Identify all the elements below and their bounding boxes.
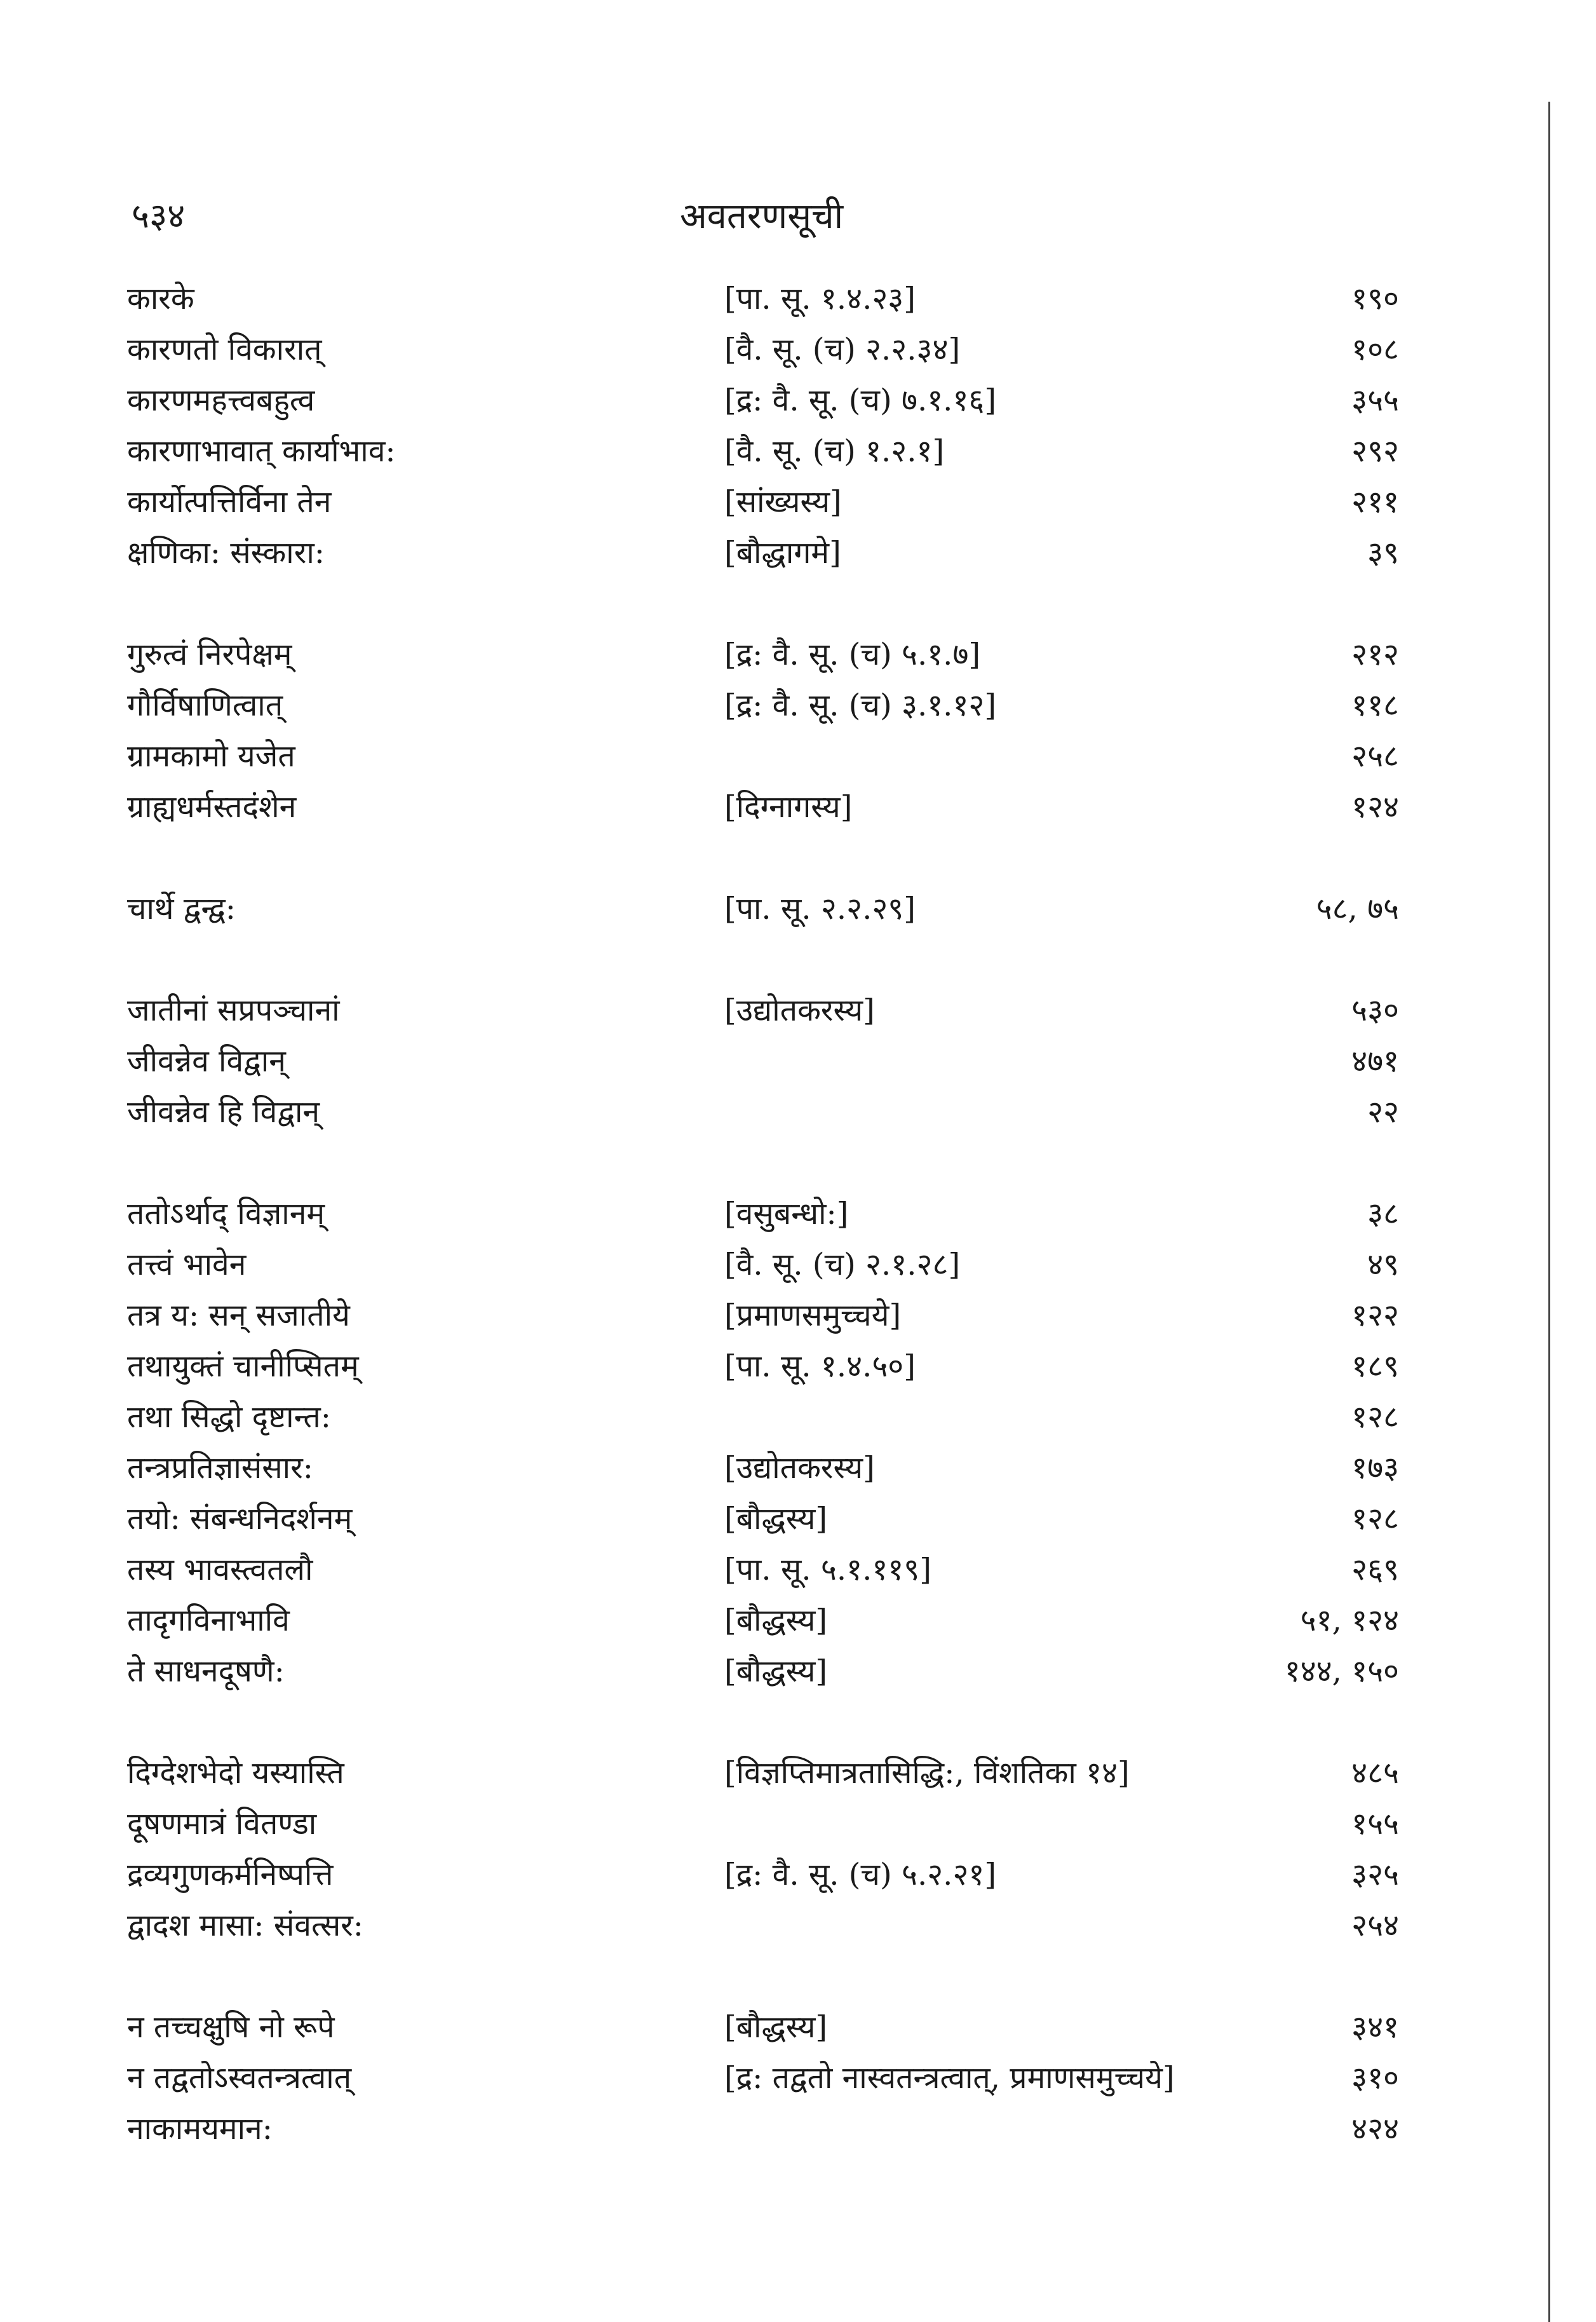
page-refs: १७३ (1351, 1450, 1399, 1486)
index-row (0, 629, 1596, 680)
index-row (0, 1341, 1596, 1392)
page-refs: ३१० (1351, 2060, 1399, 2096)
quote-text: नाकामयमान: (127, 2111, 273, 2147)
source-ref: [वसुबन्धो:] (724, 1196, 849, 1232)
group-spacer (0, 1951, 1596, 2002)
quote-text: तत्र य: सन् सजातीये (127, 1298, 350, 1333)
page-refs: ४७१ (1351, 1043, 1399, 1079)
index-row (0, 1493, 1596, 1544)
page-refs: १४४, १५० (1284, 1653, 1399, 1689)
source-ref: [बौद्धस्य] (724, 1653, 828, 1689)
index-row (0, 782, 1596, 832)
quote-text: जीवन्नेव विद्वान् (127, 1043, 286, 1079)
index-row (0, 1646, 1596, 1697)
index-row (0, 1188, 1596, 1239)
index-entries (0, 273, 1596, 2154)
source-ref: [द्र: वै. सू. (च) ३.१.१२] (724, 688, 997, 723)
index-row (0, 1290, 1596, 1341)
quote-text: ततोऽर्थाद् विज्ञानम् (127, 1196, 325, 1232)
page-refs: २५४ (1351, 1908, 1399, 1943)
quote-text: तत्त्वं भावेन (127, 1247, 247, 1282)
page-refs: ४२४ (1351, 2111, 1399, 2147)
page-refs: १५५ (1351, 1806, 1399, 1842)
page-refs: ३८ (1367, 1196, 1399, 1232)
quote-text: द्रव्यगुणकर्मनिष्पत्ति (127, 1857, 334, 1892)
source-ref: [सांख्यस्य] (724, 484, 842, 520)
index-row (0, 985, 1596, 1036)
index-row (0, 1544, 1596, 1595)
index-row (0, 2002, 1596, 2053)
quote-text: न तच्चक्षुषि नो रूपे (127, 2009, 335, 2045)
quote-text: ग्रामकामो यजेत (127, 738, 295, 774)
source-ref: [द्र: तद्वतो नास्वतन्त्रत्वात्, प्रमाणसमुच्चये] (724, 2060, 1175, 2096)
quote-text: तयो: संबन्धनिदर्शनम् (127, 1501, 353, 1537)
group-spacer (0, 578, 1596, 629)
page-refs: ५८, ७५ (1316, 891, 1399, 927)
source-ref: [पा. सू. ५.१.११९] (724, 1552, 931, 1587)
quote-text: कारणमहत्त्वबहुत्व (127, 383, 315, 418)
page-refs: २५८ (1351, 738, 1399, 774)
index-row (0, 731, 1596, 782)
index-row (0, 680, 1596, 731)
source-ref: [द्र: वै. सू. (च) ५.१.७] (724, 637, 981, 672)
index-row (0, 1748, 1596, 1798)
quote-text: द्वादश मासा: संवत्सर: (127, 1908, 363, 1943)
quote-text: कारणाभावात् कार्याभाव: (127, 433, 396, 469)
quote-text: क्षणिका: संस्कारा: (127, 535, 325, 571)
group-spacer (0, 934, 1596, 985)
source-ref: [बौद्धस्य] (724, 1603, 828, 1638)
index-row (0, 375, 1596, 426)
index-row (0, 527, 1596, 578)
quote-text: ग्राह्यधर्मस्तदंशेन (127, 789, 297, 825)
page-refs: २२ (1367, 1094, 1399, 1130)
page-refs: २११ (1351, 484, 1399, 520)
quote-text: दिग्देशभेदो यस्यास्ति (127, 1755, 344, 1791)
page-refs: ११८ (1351, 688, 1399, 723)
page-edge-line (1548, 102, 1550, 2322)
quote-text: न तद्वतोऽस्वतन्त्रत्वात् (127, 2060, 352, 2096)
index-row (0, 273, 1596, 324)
quote-text: कार्योत्पत्तिर्विना तेन (127, 484, 332, 520)
quote-text: कारके (127, 281, 194, 316)
source-ref: [उद्योतकरस्य] (724, 993, 875, 1028)
page-refs: ४९ (1367, 1247, 1399, 1282)
page-refs: ५१, १२४ (1300, 1603, 1399, 1638)
source-ref: [दिग्नागस्य] (724, 789, 853, 825)
source-ref: [पा. सू. १.४.२३] (724, 281, 916, 316)
index-row (0, 1239, 1596, 1290)
source-ref: [बौद्धस्य] (724, 2009, 828, 2045)
source-ref: [वै. सू. (च) २.१.२८] (724, 1247, 961, 1282)
page-refs: १८९ (1351, 1348, 1399, 1384)
running-title: अवतरणसूची (680, 196, 844, 237)
page-header (0, 191, 1596, 248)
index-row (0, 1443, 1596, 1493)
page-refs: १२८ (1351, 1399, 1399, 1435)
source-ref: [वै. सू. (च) १.२.१] (724, 433, 945, 469)
page-refs: १२२ (1351, 1298, 1399, 1333)
source-ref: [पा. सू. २.२.२९] (724, 891, 916, 927)
page-refs: १९० (1351, 281, 1399, 316)
page-refs: २६९ (1351, 1552, 1399, 1587)
index-row (0, 1392, 1596, 1443)
page-refs: २१२ (1351, 637, 1399, 672)
source-ref: [पा. सू. १.४.५०] (724, 1348, 916, 1384)
index-row (0, 2053, 1596, 2103)
quote-text: कारणतो विकारात् (127, 332, 322, 367)
quote-text: तादृगविनाभावि (127, 1603, 290, 1638)
page-refs: ३५५ (1351, 383, 1399, 418)
source-ref: [बौद्धागमे] (724, 535, 841, 571)
quote-text: जातीनां सप्रपञ्चानां (127, 993, 340, 1028)
quote-text: तथायुक्तं चानीप्सितम् (127, 1348, 359, 1384)
page-refs: १२८ (1351, 1501, 1399, 1537)
index-row (0, 1036, 1596, 1087)
quote-text: तन्त्रप्रतिज्ञासंसार: (127, 1450, 313, 1486)
page-refs: ३९ (1367, 535, 1399, 571)
quote-text: तस्य भावस्त्वतलौ (127, 1552, 313, 1587)
quote-text: चार्थे द्वन्द्व: (127, 891, 236, 927)
index-row (0, 1595, 1596, 1646)
quote-text: गौर्विषाणित्वात् (127, 688, 283, 723)
index-row (0, 1798, 1596, 1849)
page-refs: ३२५ (1351, 1857, 1399, 1892)
page-refs: २९२ (1351, 433, 1399, 469)
index-row (0, 1087, 1596, 1137)
group-spacer (0, 832, 1596, 883)
index-row (0, 426, 1596, 477)
source-ref: [द्र: वै. सू. (च) ५.२.२१] (724, 1857, 997, 1892)
index-row (0, 477, 1596, 527)
quote-text: गुरुत्वं निरपेक्षम् (127, 637, 292, 672)
page-refs: ४८५ (1351, 1755, 1399, 1791)
source-ref: [बौद्धस्य] (724, 1501, 828, 1537)
index-row (0, 324, 1596, 375)
index-row (0, 883, 1596, 934)
group-spacer (0, 1137, 1596, 1188)
source-ref: [वै. सू. (च) २.२.३४] (724, 332, 961, 367)
quote-text: तथा सिद्धो दृष्टान्त: (127, 1399, 331, 1435)
page-refs: १२४ (1351, 789, 1399, 825)
quote-text: ते साधनदूषणै: (127, 1653, 285, 1689)
page-refs: १०८ (1351, 332, 1399, 367)
index-row (0, 2103, 1596, 2154)
source-ref: [विज्ञप्तिमात्रतासिद्धि:, विंशतिका १४] (724, 1755, 1130, 1791)
index-row (0, 1900, 1596, 1951)
page-refs: ५३० (1351, 993, 1399, 1028)
source-ref: [प्रमाणसमुच्चये] (724, 1298, 902, 1333)
source-ref: [द्र: वै. सू. (च) ७.१.१६] (724, 383, 997, 418)
group-spacer (0, 1697, 1596, 1748)
quote-text: जीवन्नेव हि विद्वान् (127, 1094, 320, 1130)
page-number: ५३४ (132, 196, 186, 236)
index-row (0, 1849, 1596, 1900)
source-ref: [उद्योतकरस्य] (724, 1450, 875, 1486)
page-refs: ३४१ (1351, 2009, 1399, 2045)
quote-text: दूषणमात्रं वितण्डा (127, 1806, 317, 1842)
